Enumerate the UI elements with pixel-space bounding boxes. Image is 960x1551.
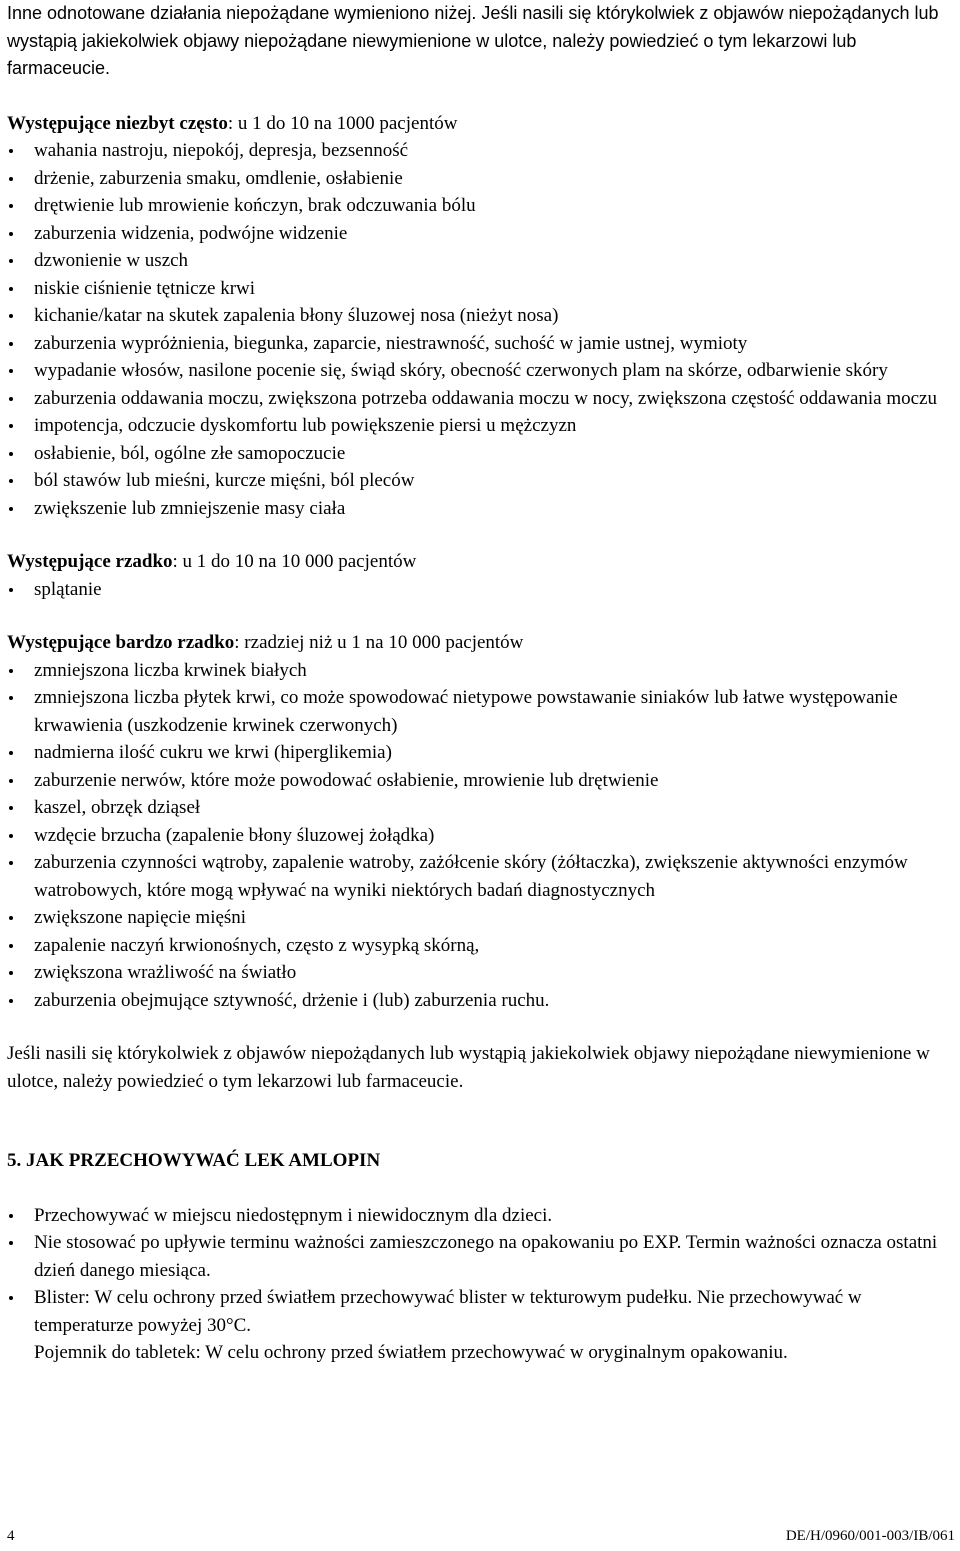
list-item: Nie stosować po upływie terminu ważności zamieszczonego na opakowaniu po EXP. Termin ważności oznacza ostatni dzień danego miesiąca. <box>7 1229 957 1284</box>
list-item: zmniejszona liczba krwinek białych <box>7 657 957 685</box>
list-item: zaburzenia obejmujące sztywność, drżenie i (lub) zaburzenia ruchu. <box>7 987 957 1015</box>
bullet-list <box>7 576 957 604</box>
list-item: dzwonienie w uszch <box>7 247 957 275</box>
document-page <box>7 0 957 1367</box>
list-item: ból stawów lub mieśni, kurcze mięśni, ból pleców <box>7 467 957 495</box>
list-item: zaburzenia czynności wątroby, zapalenie watroby, zażółcenie skóry (żółtaczka), zwiększenie aktywności enzymów watrobowych, które mogą wpływać na wyniki niektórych badań diagnostycznych <box>7 849 957 904</box>
section-heading-rest: : u 1 do 10 na 1000 pacjentów <box>227 112 458 134</box>
list-item: drętwienie lub mrowienie kończyn, brak odczuwania bólu <box>7 192 957 220</box>
list-item: wypadanie włosów, nasilone pocenie się, świąd skóry, obecność czerwonych plam na skórze, odbarwienie skóry <box>7 357 957 385</box>
section-heading <box>7 110 957 138</box>
section-heading <box>7 629 957 657</box>
section-uncommon <box>7 110 957 523</box>
list-item: zwiększone napięcie mięśni <box>7 904 957 932</box>
section-5-heading: 5. JAK PRZECHOWYWAĆ LEK AMLOPIN <box>7 1150 381 1171</box>
section-heading-rest: : rzadziej niż u 1 na 10 000 pacjentów <box>234 632 524 653</box>
list-item: Przechowywać w miejscu niedostępnym i niewidocznym dla dzieci. <box>7 1202 957 1230</box>
list-item: zaburzenia wypróżnienia, biegunka, zaparcie, niestrawność, suchość w jamie ustnej, wymioty <box>7 330 957 358</box>
section-heading <box>7 548 957 576</box>
section-very-rare <box>7 629 957 1014</box>
list-item: wzdęcie brzucha (zapalenie błony śluzowej żołądka) <box>7 822 957 850</box>
storage-list <box>7 1202 957 1367</box>
list-item: zaburzenia oddawania moczu, zwiększona potrzeba oddawania moczu w nocy, zwiększona częstość oddawania moczu <box>7 385 957 413</box>
list-item: splątanie <box>7 576 957 604</box>
list-item: kichanie/katar na skutek zapalenia błony śluzowej nosa (nieżyt nosa) <box>7 302 957 330</box>
page-footer <box>7 1527 955 1545</box>
list-item: drżenie, zaburzenia smaku, omdlenie, osłabienie <box>7 165 957 193</box>
section-heading-bold: Występujące rzadko <box>7 551 173 572</box>
list-item: zwiększona wrażliwość na światło <box>7 959 957 987</box>
section-heading-bold: Występujące bardzo rzadko <box>7 632 235 653</box>
list-item: zwiększenie lub zmniejszenie masy ciała <box>7 495 957 523</box>
list-item: Blister: W celu ochrony przed światłem przechowywać blister w tekturowym pudełku. Nie przechowywać w temperaturze powyżej 30°C. <box>7 1284 957 1339</box>
list-item: zaburzenie nerwów, które może powodować osłabienie, mrowienie lub drętwienie <box>7 767 957 795</box>
closing-paragraph: Jeśli nasili się którykolwiek z objawów niepożądanych lub wystąpią jakiekolwiek objawy niepożądane niewymienione w ulotce, należy powiedzieć o tym lekarzowi lub farmaceucie. <box>7 1043 930 1092</box>
list-item: kaszel, obrzęk dziąseł <box>7 794 957 822</box>
section-heading-bold: Występujące niezbyt często <box>7 112 228 134</box>
list-item: nadmierna ilość cukru we krwi (hiperglikemia) <box>7 739 957 767</box>
document-code: DE/H/0960/001-003/IB/061 <box>785 1528 955 1544</box>
list-item: osłabienie, ból, ogólne złe samopoczucie <box>7 440 957 468</box>
list-item: zmniejszona liczba płytek krwi, co może spowodować nietypowe powstawanie siniaków lub łatwe występowanie krwawienia (uszkodzenie krwinek czerwonych) <box>7 684 957 739</box>
page-number: 4 <box>7 1528 15 1544</box>
section-heading-rest: : u 1 do 10 na 10 000 pacjentów <box>172 551 417 572</box>
list-item-continuation: Pojemnik do tabletek: W celu ochrony przed światłem przechowywać w oryginalnym opakowaniu. <box>34 1342 788 1363</box>
list-item: niskie ciśnienie tętnicze krwi <box>7 275 957 303</box>
bullet-list <box>7 137 957 522</box>
list-item: impotencja, odczucie dyskomfortu lub powiększenie piersi u mężczyzn <box>7 412 957 440</box>
list-item: zapalenie naczyń krwionośnych, często z wysypką skórną, <box>7 932 957 960</box>
list-item: zaburzenia widzenia, podwójne widzenie <box>7 220 957 248</box>
list-item: wahania nastroju, niepokój, depresja, bezsenność <box>7 137 957 165</box>
bullet-list <box>7 657 957 1015</box>
intro-paragraph: Inne odnotowane działania niepożądane wymieniono niżej. Jeśli nasili się którykolwiek z objawów niepożądanych lub wystąpią jakiekolwiek objawy niepożądane niewymienione w ulotce, należy powiedzieć o tym lekarzowi lub farmaceucie. <box>7 3 939 78</box>
section-rare <box>7 548 957 603</box>
